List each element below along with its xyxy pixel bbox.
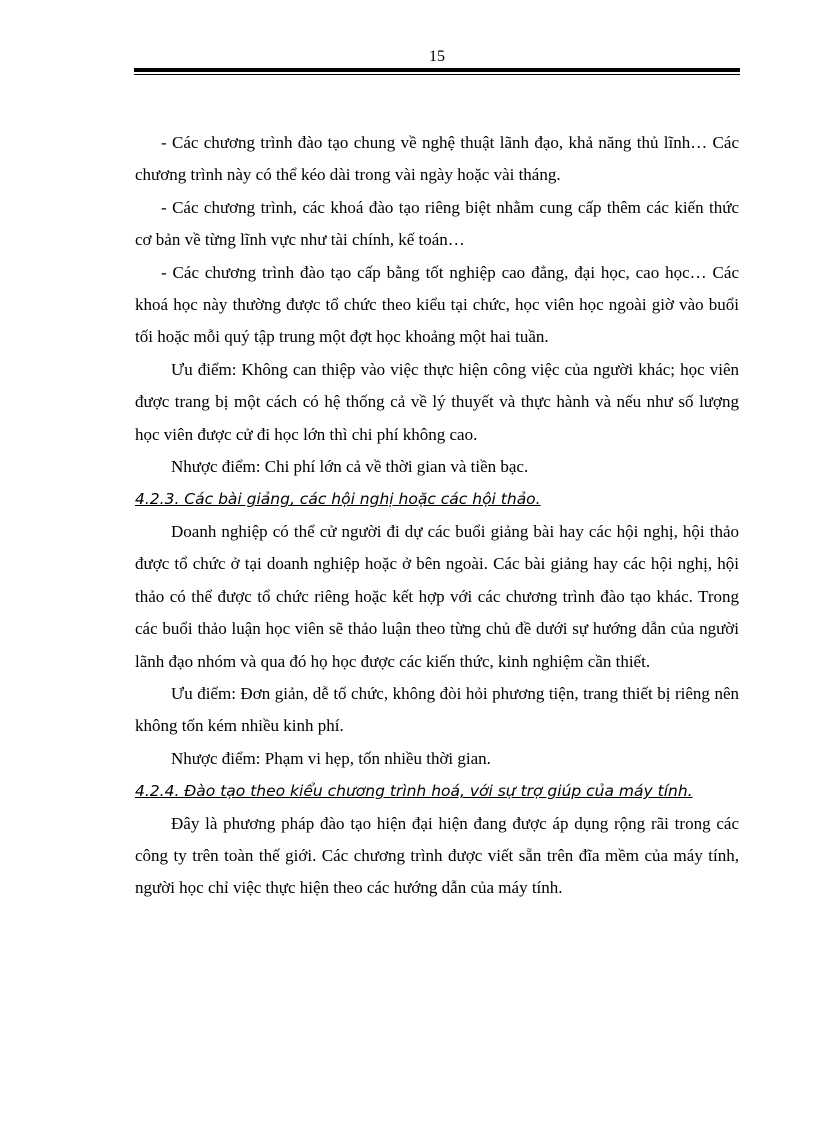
paragraph-disadvantages-1: Nhược điểm: Chi phí lớn cả về thời gian và tiền bạc. <box>171 457 529 477</box>
document-body <box>135 127 739 905</box>
paragraph-bullet-degree-programs: - Các chương trình đào tạo cấp bằng tốt nghiệp cao đẳng, đại học, cao học… Các khoá học này thường được tổ chức theo kiểu tại chức, học viên học ngoài giờ vào buổi tối hoặc mỗi quý tập trung một đợt học khoảng một hai tuần. <box>135 262 739 347</box>
header-rule-thick <box>134 68 740 72</box>
paragraph-advantages-2: Ưu điểm: Đơn giản, dễ tổ chức, không đòi hỏi phương tiện, trang thiết bị riêng nên không tốn kém nhiều kinh phí. <box>135 683 739 736</box>
section-heading-4-2-3: 4.2.3. Các bài giảng, các hội nghị hoặc các hội thảo. <box>135 490 541 509</box>
header-rule-thin <box>134 74 740 75</box>
paragraph-disadvantages-2: Nhược điểm: Phạm vi hẹp, tốn nhiều thời gian. <box>171 748 491 768</box>
paragraph-computer-programmed-training: Đây là phương pháp đào tạo hiện đại hiện đang được áp dụng rộng rãi trong các công ty trên toàn thế giới. Các chương trình được viết sẵn trên đĩa mềm của máy tính, người học chỉ việc thực hiện theo các hướng dẫn của máy tính. <box>135 813 739 898</box>
section-heading-4-2-4: 4.2.4. Đào tạo theo kiểu chương trình hoá, với sự trợ giúp của máy tính. <box>135 782 693 801</box>
page-number: 15 <box>429 48 445 65</box>
paragraph-bullet-separate-courses: - Các chương trình, các khoá đào tạo riêng biệt nhằm cung cấp thêm các kiến thức cơ bản về từng lĩnh vực như tài chính, kế toán… <box>135 197 739 250</box>
paragraph-lectures-conferences: Doanh nghiệp có thể cử người đi dự các buổi giảng bài hay các hội nghị, hội thảo được tổ chức ở tại doanh nghiệp hoặc ở bên ngoài. Các bài giảng hay các hội nghị, hội thảo có thể được tổ chức riêng hoặc kết hợp với các chương trình đào tạo khác. Trong các buổi thảo luận học viên sẽ thảo luận theo từng chủ đề dưới sự hướng dẫn của người lãnh đạo nhóm và qua đó họ học được các kiến thức, kinh nghiệm cần thiết. <box>135 521 739 671</box>
paragraph-advantages-1: Ưu điểm: Không can thiệp vào việc thực hiện công việc của người khác; học viên được trang bị một cách có hệ thống cả về lý thuyết và thực hành và nếu như số lượng học viên được cử đi học lớn thì chi phí không cao. <box>135 359 739 444</box>
paragraph-bullet-leadership-programs: - Các chương trình đào tạo chung về nghệ thuật lãnh đạo, khả năng thủ lĩnh… Các chương trình này có thể kéo dài trong vài ngày hoặc vài tháng. <box>135 133 739 185</box>
